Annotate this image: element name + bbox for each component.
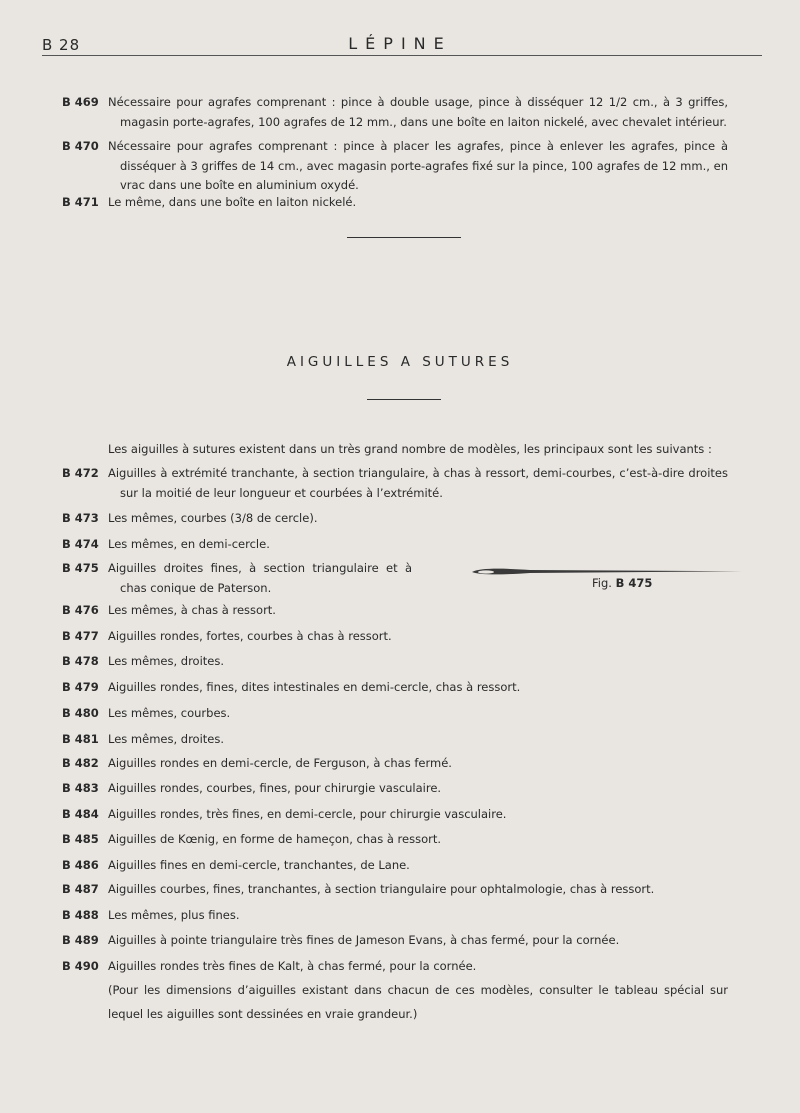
- entry-code: B 489: [62, 933, 99, 947]
- catalog-entry-b475: [62, 559, 412, 598]
- entry-text: Le même, dans une boîte en laiton nickelé.: [108, 195, 357, 209]
- entry-text: Nécessaire pour agrafes comprenant : pince à placer les agrafes, pince à enlever les agrafes, pince à disséquer à 3 griffes de 14 cm., avec magasin porte-agrafes fixé sur la pince, 100 agrafes de 12 mm., en vrac dans une boîte en aluminium oxydé.: [108, 139, 728, 192]
- catalog-entry-b487: [62, 880, 728, 900]
- entry-text: Nécessaire pour agrafes comprenant : pince à double usage, pince à disséquer 12 1/2 cm., à 3 griffes, magasin porte-agrafes, 100 agrafes de 12 mm., dans une boîte en laiton nickelé, avec chevalet intérieur.: [108, 95, 728, 129]
- page-number: B 28: [42, 36, 81, 54]
- catalog-entry-b477: [62, 627, 728, 647]
- catalog-entry-b476: [62, 601, 728, 621]
- entry-code: B 488: [62, 908, 99, 922]
- entry-code: B 483: [62, 781, 99, 795]
- entry-code: B 471: [62, 195, 99, 209]
- entry-text: Aiguilles rondes très fines de Kalt, à chas fermé, pour la cornée.: [108, 959, 477, 973]
- entry-text: Aiguilles de Kœnig, en forme de hameçon, chas à ressort.: [108, 832, 442, 846]
- entry-text: Les mêmes, courbes (3/8 de cercle).: [108, 511, 318, 525]
- entry-text: Les mêmes, droites.: [108, 654, 225, 668]
- catalog-entry-b480: [62, 704, 728, 724]
- entry-code: B 478: [62, 654, 99, 668]
- entry-code: B 469: [62, 95, 99, 109]
- entry-code: B 480: [62, 706, 99, 720]
- catalog-entry-b471: [62, 193, 728, 213]
- brand-title: LÉPINE: [348, 34, 452, 53]
- catalog-entry-b484: [62, 805, 728, 825]
- catalog-entry-b488: [62, 906, 728, 926]
- entry-code: B 474: [62, 537, 99, 551]
- entry-code: B 470: [62, 139, 99, 153]
- entry-code: B 482: [62, 756, 99, 770]
- catalog-entry-b486: [62, 856, 728, 876]
- entry-text: Les mêmes, en demi-cercle.: [108, 537, 270, 551]
- catalog-entry-b481: [62, 730, 728, 750]
- title-underline: [367, 399, 441, 400]
- catalog-entry-b479: [62, 678, 728, 698]
- entry-code: B 475: [62, 561, 99, 575]
- entry-code: B 479: [62, 680, 99, 694]
- catalog-entry-b478: [62, 652, 728, 672]
- entry-code: B 490: [62, 959, 99, 973]
- figure-prefix: Fig.: [592, 576, 612, 590]
- entry-text: Les mêmes, courbes.: [108, 706, 231, 720]
- entry-text: Les mêmes, à chas à ressort.: [108, 603, 276, 617]
- catalog-entry-b472: [62, 464, 728, 503]
- entry-code: B 486: [62, 858, 99, 872]
- catalog-entry-b483: [62, 779, 728, 799]
- catalog-entry-b469: [62, 93, 728, 132]
- entry-text: Aiguilles courbes, fines, tranchantes, à section triangulaire pour ophtalmologie, chas à ressort.: [108, 882, 655, 896]
- entry-code: B 484: [62, 807, 99, 821]
- section-separator: [347, 237, 461, 238]
- entry-code: B 487: [62, 882, 99, 896]
- entry-code: B 481: [62, 732, 99, 746]
- entry-text: Aiguilles rondes, fortes, courbes à chas à ressort.: [108, 629, 392, 643]
- entry-code: B 476: [62, 603, 99, 617]
- catalog-entry-b474: [62, 535, 728, 555]
- entry-code: B 485: [62, 832, 99, 846]
- figure-ref: B 475: [615, 576, 653, 590]
- section-intro: Les aiguilles à sutures existent dans un très grand nombre de modèles, les principaux sont les suivants :: [108, 442, 712, 456]
- header-rule: [42, 55, 762, 56]
- entry-text: Aiguilles rondes, très fines, en demi-cercle, pour chirurgie vasculaire.: [108, 807, 507, 821]
- entry-text: Aiguilles droites fines, à section triangulaire et à chas conique de Paterson.: [108, 561, 412, 595]
- entry-text: Aiguilles rondes en demi-cercle, de Ferguson, à chas fermé.: [108, 756, 452, 770]
- entry-text: Aiguilles à extrémité tranchante, à section triangulaire, à chas à ressort, demi-courbes, c’est-à-dire droites sur la moitié de leur longueur et courbées à l’extrémité.: [108, 466, 728, 500]
- catalog-entry-b485: [62, 830, 728, 850]
- entry-code: B 473: [62, 511, 99, 525]
- catalog-entry-b470: [62, 137, 728, 196]
- entry-text: Aiguilles fines en demi-cercle, tranchantes, de Lane.: [108, 858, 410, 872]
- entry-code: B 472: [62, 466, 99, 480]
- figure-caption: [592, 576, 652, 590]
- catalog-entry-b490: [62, 957, 728, 977]
- section-title: AIGUILLES A SUTURES: [286, 354, 514, 370]
- entry-text: Aiguilles à pointe triangulaire très fines de Jameson Evans, à chas fermé, pour la cornée.: [108, 933, 620, 947]
- entry-text: Aiguilles rondes, fines, dites intestinales en demi-cercle, chas à ressort.: [108, 680, 521, 694]
- catalog-entry-b482: [62, 754, 728, 774]
- entry-text: Les mêmes, plus fines.: [108, 908, 240, 922]
- entry-text: Aiguilles rondes, courbes, fines, pour chirurgie vasculaire.: [108, 781, 442, 795]
- catalog-entry-b489: [62, 931, 728, 951]
- dimensions-note: (Pour les dimensions d’aiguilles existant dans chacun de ces modèles, consulter le tableau spécial sur lequel les aiguilles sont dessinées en vraie grandeur.): [108, 983, 728, 1021]
- entry-text: Les mêmes, droites.: [108, 732, 225, 746]
- catalog-entry-b473: [62, 509, 728, 529]
- entry-code: B 477: [62, 629, 99, 643]
